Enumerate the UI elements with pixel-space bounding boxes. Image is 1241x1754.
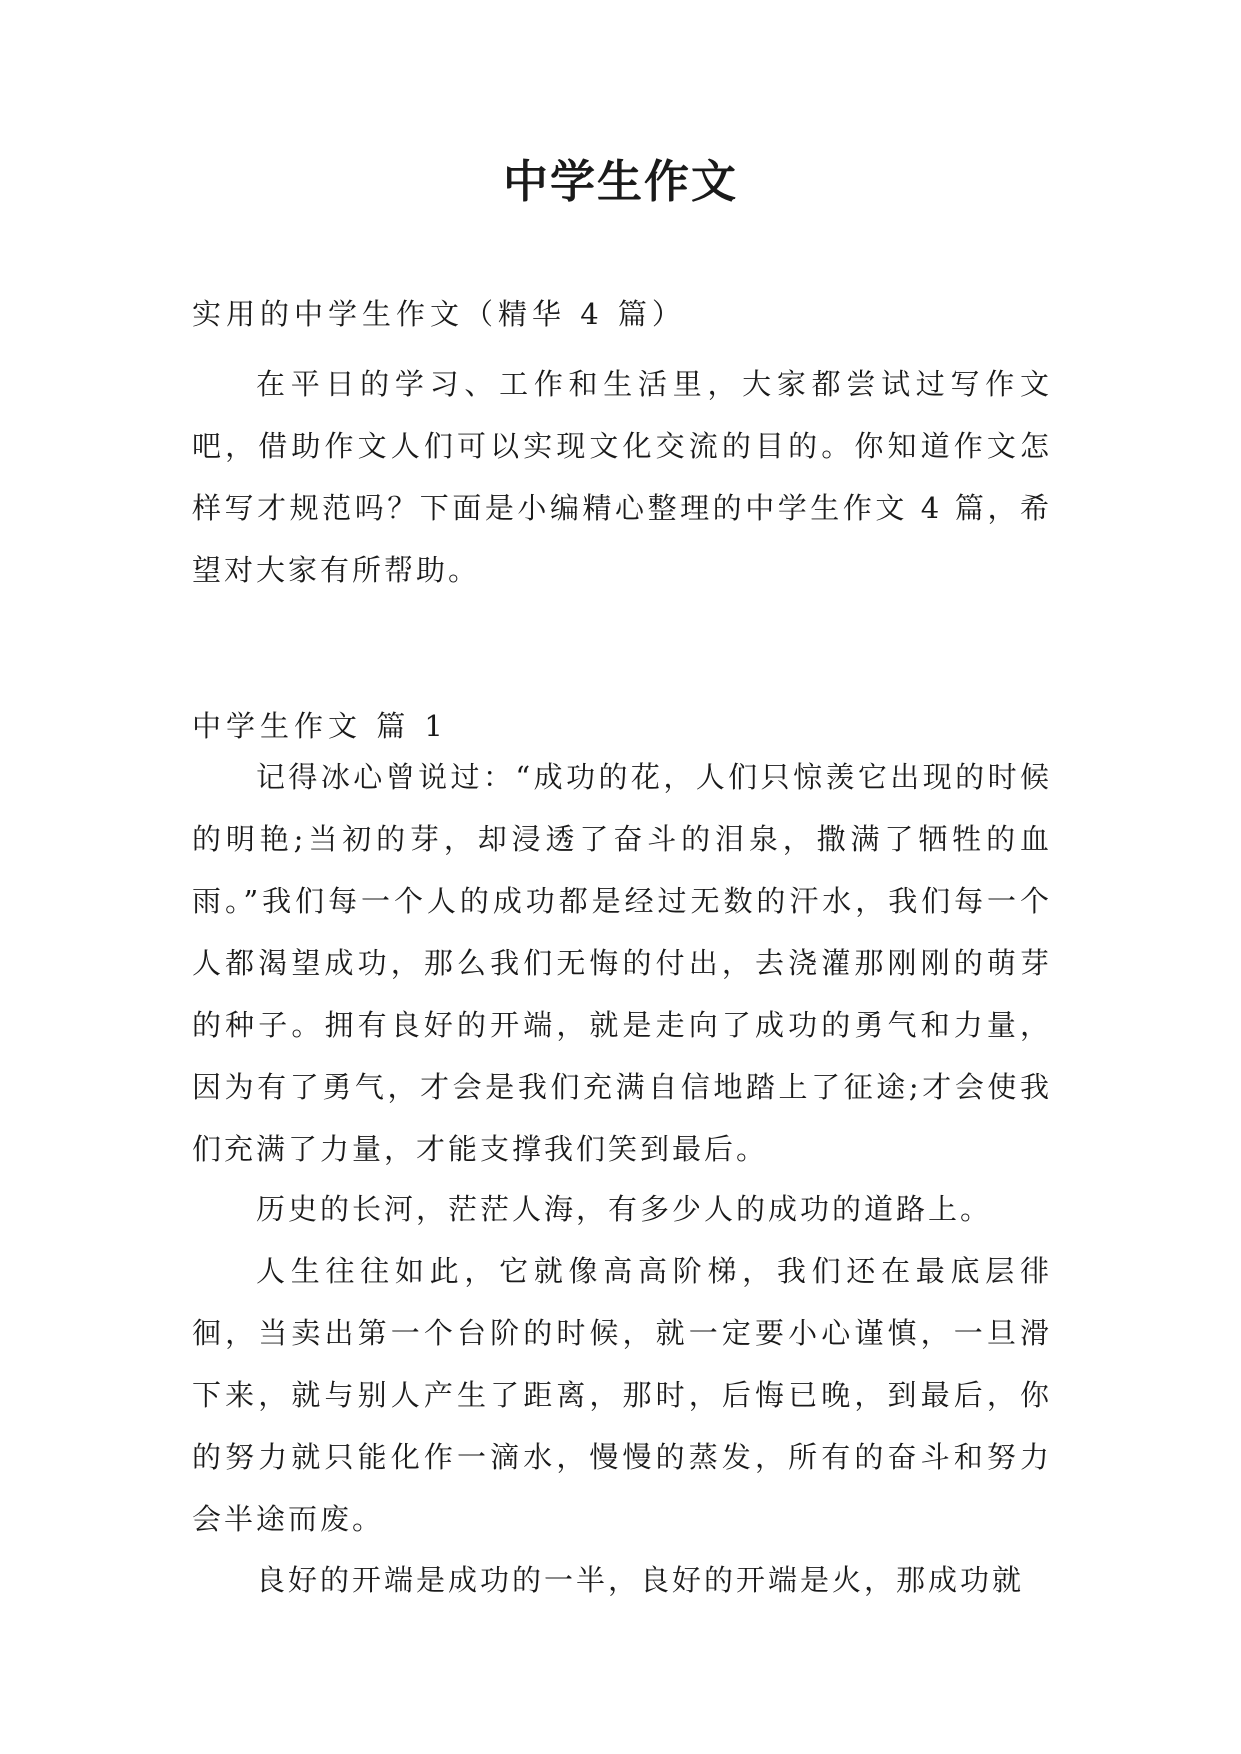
- document-subtitle: 实用的中学生作文（精华 4 篇）: [192, 297, 686, 331]
- section-heading: 中学生作文 篇 1: [192, 709, 448, 743]
- body-paragraph: 良好的开端是成功的一半，良好的开端是火，那成功就: [256, 1563, 1025, 1597]
- body-paragraph: 历史的长河，茫茫人海，有多少人的成功的道路上。: [256, 1192, 993, 1226]
- body-paragraph: 记得冰心曾说过：“成功的花，人们只惊羡它出现的时候的明艳;当初的芽，却浸透了奋斗的泪泉，撒满了牺牲的血雨。”我们每一个人的成功都是经过无数的汗水，我们每一个人都渴望成功，那么我们无悔的付出，去浇灌那刚刚的萌芽的种子。拥有良好的开端，就是走向了成功的勇气和力量，因为有了勇气，才会是我们充满自信地踏上了征途;才会使我们充满了力量，才能支撑我们笑到最后。: [192, 760, 1052, 1166]
- document-title: 中学生作文: [502, 155, 738, 208]
- intro-paragraph: 在平日的学习、工作和生活里，大家都尝试过写作文吧，借助作文人们可以实现文化交流的目的。你知道作文怎样写才规范吗？下面是小编精心整理的中学生作文 4 篇，希望对大家有所帮助。: [192, 367, 1052, 587]
- body-paragraph: 人生往往如此，它就像高高阶梯，我们还在最底层徘徊，当卖出第一个台阶的时候，就一定要小心谨慎，一旦滑下来，就与别人产生了距离，那时，后悔已晚，到最后，你的努力就只能化作一滴水，慢慢的蒸发，所有的奋斗和努力会半途而废。: [192, 1254, 1052, 1536]
